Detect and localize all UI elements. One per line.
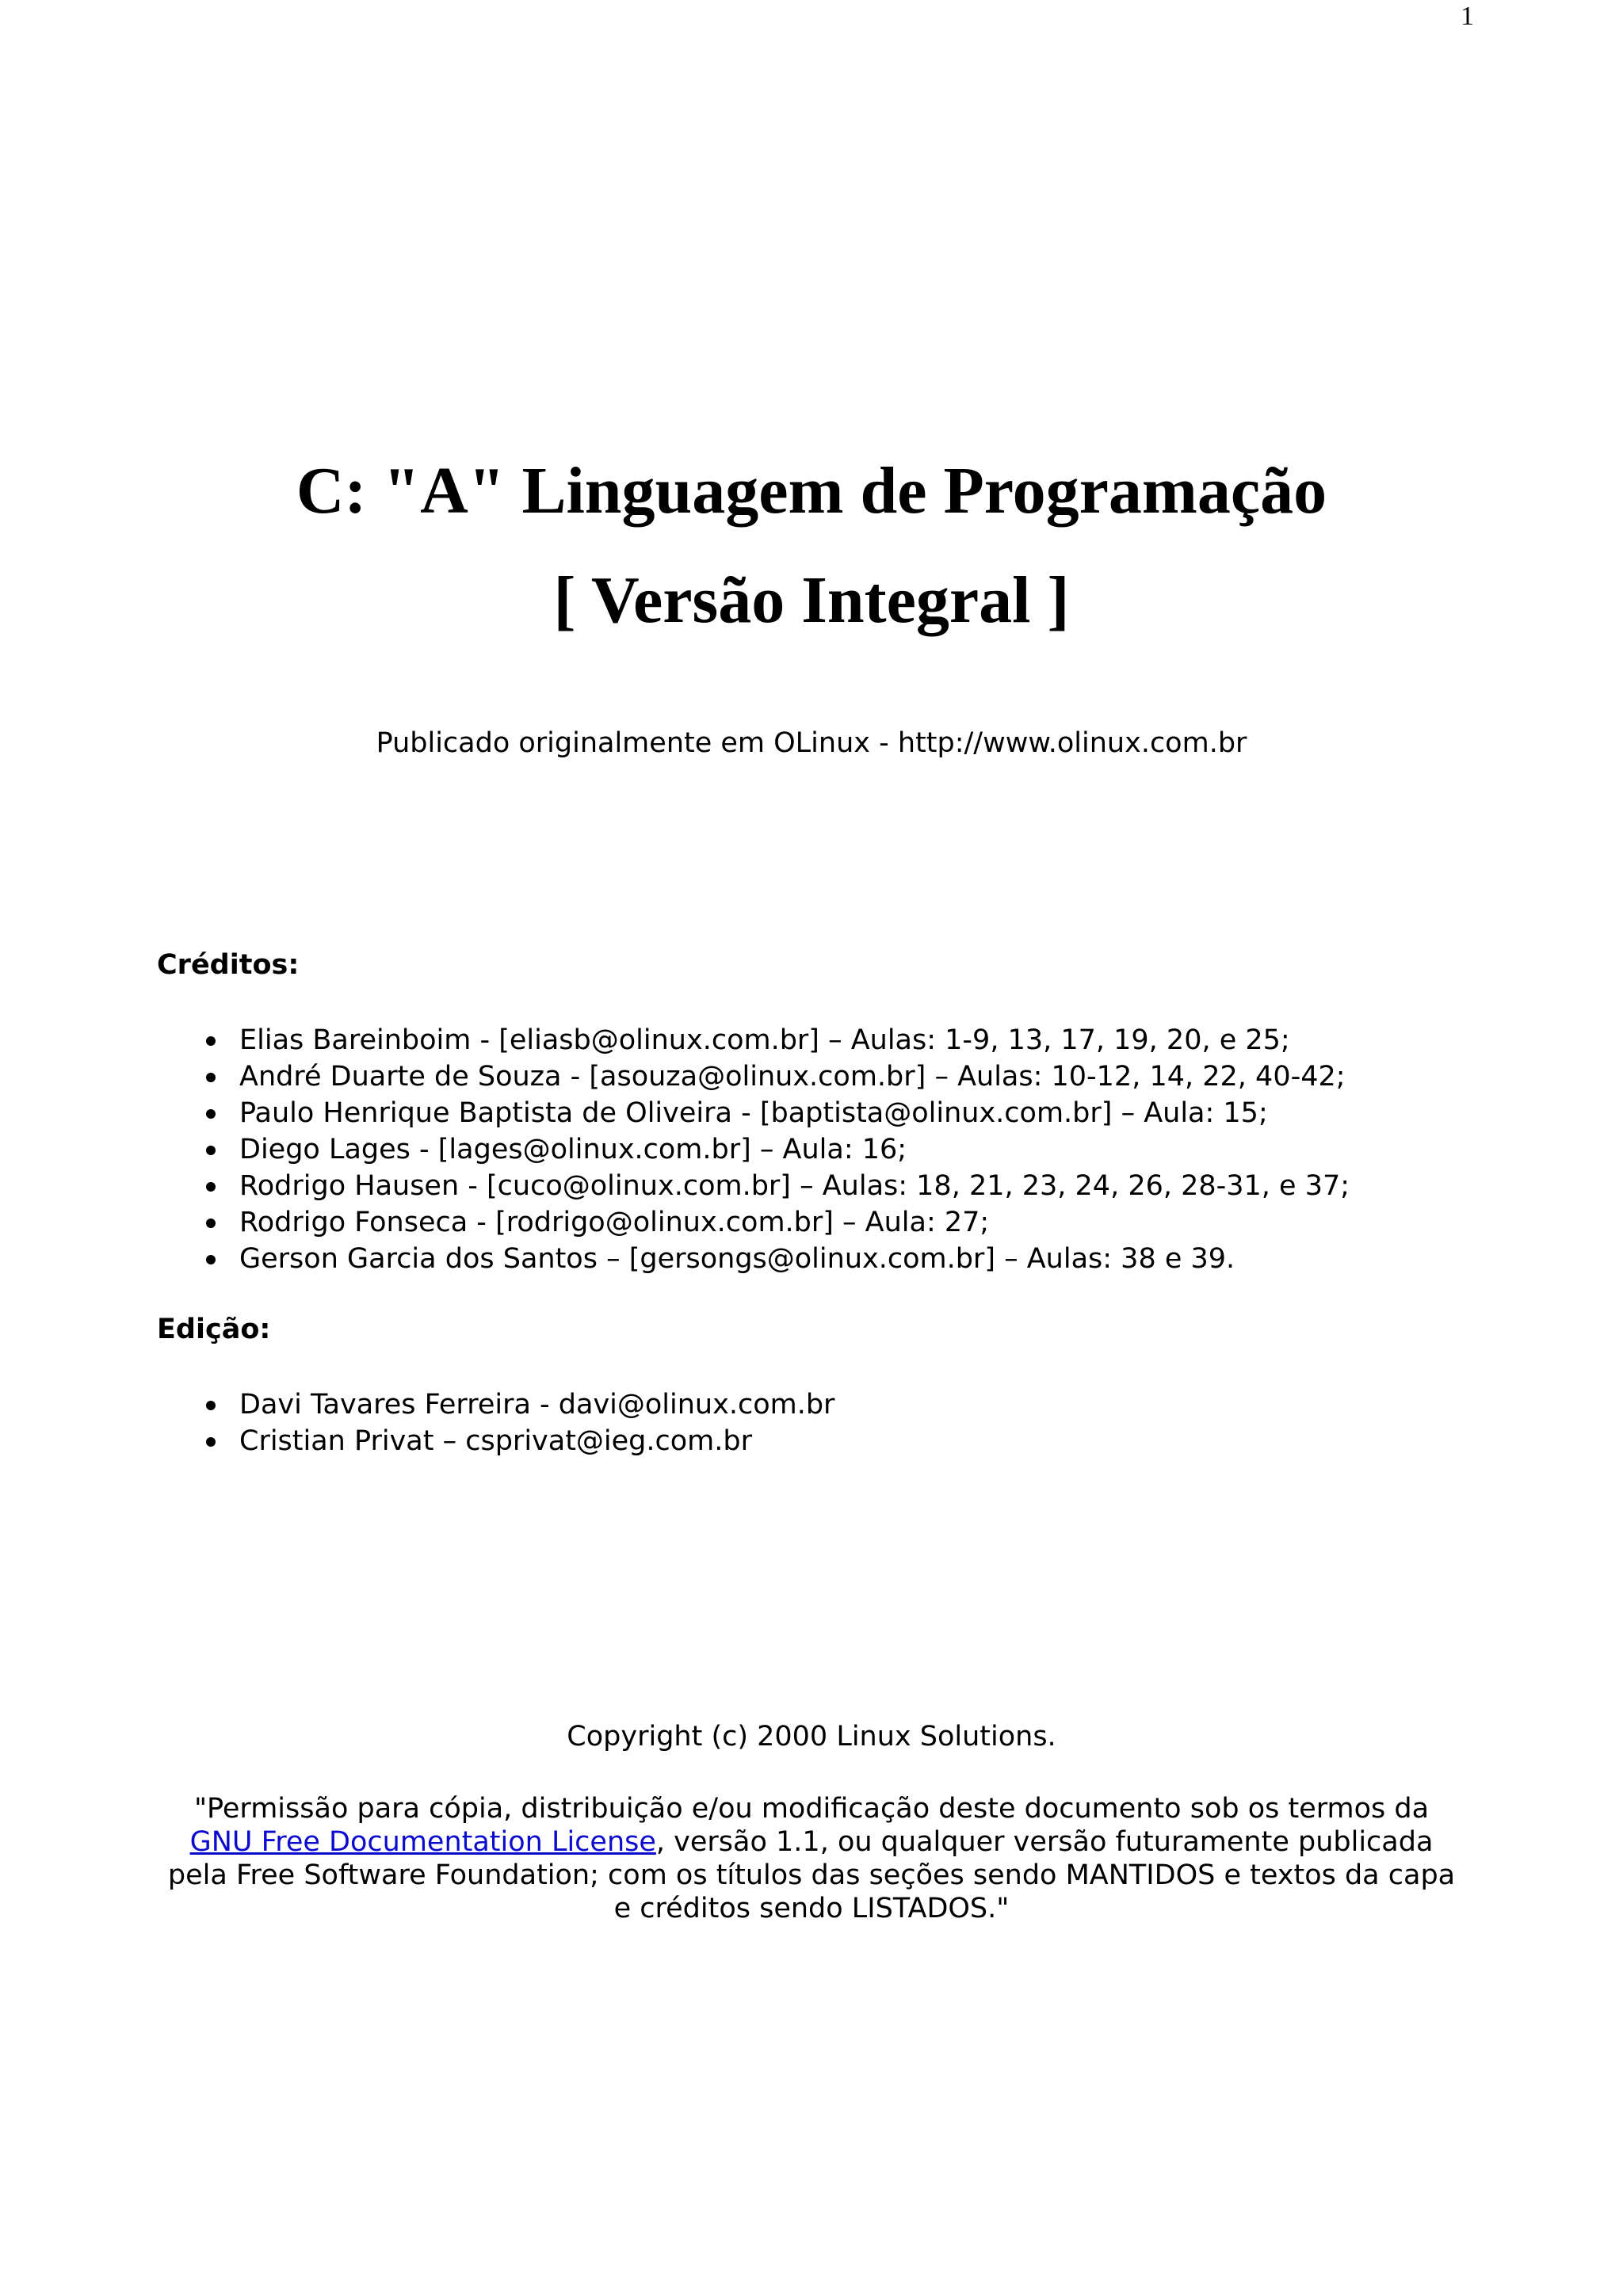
title-block: [0, 444, 1623, 648]
editor-text: Davi Tavares Ferreira - davi@olinux.com.br: [239, 1389, 835, 1421]
list-item: [200, 1204, 1350, 1241]
list-item: [200, 1386, 834, 1423]
bullet-icon: [206, 1255, 216, 1264]
list-item: [200, 1095, 1350, 1131]
bullet-icon: [206, 1219, 216, 1228]
page-number: 1: [1461, 2, 1474, 31]
bullet-icon: [206, 1036, 216, 1046]
copyright-notice: Copyright (c) 2000 Linux Solutions.: [567, 1721, 1056, 1753]
list-item: [200, 1168, 1350, 1204]
bullet-icon: [206, 1401, 216, 1410]
credit-text: André Duarte de Souza - [asouza@olinux.com.br] – Aulas: 10-12, 14, 22, 40-42;: [239, 1061, 1346, 1093]
bullet-icon: [206, 1146, 216, 1155]
bullet-icon: [206, 1073, 216, 1082]
editor-text: Cristian Privat – csprivat@ieg.com.br: [239, 1425, 753, 1457]
credit-text: Paulo Henrique Baptista de Oliveira - [baptista@olinux.com.br] – Aula: 15;: [239, 1097, 1268, 1129]
gfdl-link[interactable]: GNU Free Documentation License: [189, 1826, 656, 1858]
credit-text: Gerson Garcia dos Santos – [gersongs@olinux.com.br] – Aulas: 38 e 39.: [239, 1243, 1235, 1275]
bullet-icon: [206, 1182, 216, 1192]
list-item: [200, 1022, 1350, 1058]
credits-heading: Créditos:: [157, 949, 300, 981]
credit-text: Elias Bareinboim - [eliasb@olinux.com.br] – Aulas: 1-9, 13, 17, 19, 20, e 25;: [239, 1024, 1290, 1056]
credit-text: Rodrigo Hausen - [cuco@olinux.com.br] – Aulas: 18, 21, 23, 24, 26, 28-31, e 37;: [239, 1170, 1350, 1202]
edition-list: [200, 1386, 834, 1459]
list-item: [200, 1241, 1350, 1277]
license-text-before: "Permissão para cópia, distribuição e/ou modificação deste documento sob os termos da: [193, 1793, 1430, 1825]
bullet-icon: [206, 1437, 216, 1447]
list-item: [200, 1131, 1350, 1168]
credit-text: Diego Lages - [lages@olinux.com.br] – Aula: 16;: [239, 1134, 907, 1165]
list-item: [200, 1423, 834, 1459]
bullet-icon: [206, 1109, 216, 1119]
license-text-after: , versão 1.1, ou qualquer versão futuramente publicada pela Free Software Foundation; com os títulos das seções sendo MANTIDOS e textos da capa e créditos sendo LISTADOS.": [167, 1826, 1456, 1924]
credits-list: [200, 1022, 1350, 1277]
document-subtitle: [ Versão Integral ]: [553, 563, 1070, 637]
published-note: Publicado originalmente em OLinux - http://www.olinux.com.br: [376, 727, 1247, 759]
credit-text: Rodrigo Fonseca - [rodrigo@olinux.com.br] – Aula: 27;: [239, 1207, 990, 1238]
document-title: C: "A" Linguagem de Programação: [296, 454, 1327, 528]
license-paragraph: [158, 1792, 1465, 1925]
edition-heading: Edição:: [157, 1314, 271, 1345]
list-item: [200, 1058, 1350, 1095]
